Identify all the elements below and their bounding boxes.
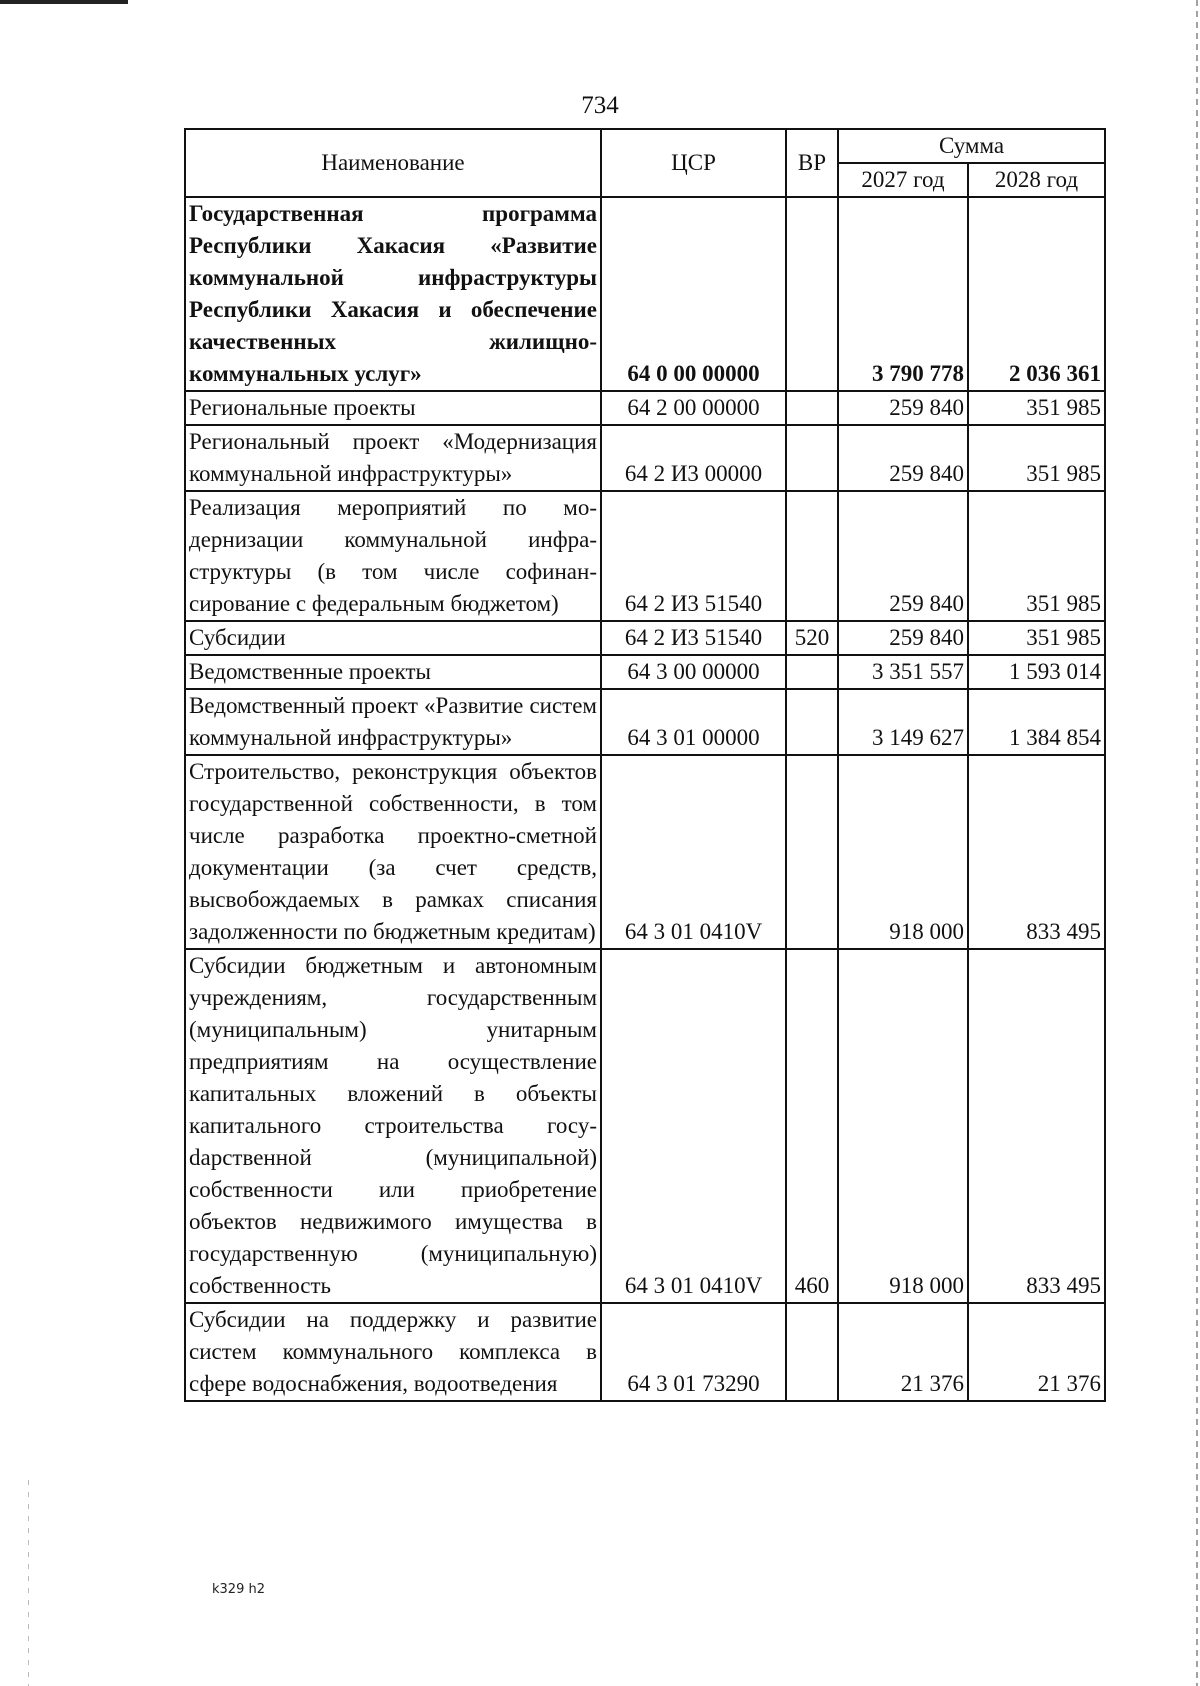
row-name: Ведомственные проекты bbox=[185, 655, 601, 689]
row-name: Субсидии на поддержку и развитие систем коммунального комплекса в сфере водоснабжения, водоотведения bbox=[185, 1303, 601, 1401]
page-number: 734 bbox=[581, 92, 619, 119]
row-name: Субсидии bbox=[185, 621, 601, 655]
table-row bbox=[185, 391, 1105, 425]
table-row bbox=[185, 755, 1105, 949]
row-csr: 64 2 И3 51540 bbox=[601, 491, 786, 621]
row-sum-2027: 918 000 bbox=[838, 949, 968, 1303]
row-csr: 64 3 01 73290 bbox=[601, 1303, 786, 1401]
row-vr bbox=[786, 1303, 838, 1401]
row-sum-2028: 2 036 361 bbox=[968, 197, 1105, 391]
row-sum-2028: 21 376 bbox=[968, 1303, 1105, 1401]
row-vr bbox=[786, 491, 838, 621]
row-vr bbox=[786, 655, 838, 689]
row-name: Региональный проект «Модернизация коммунальной инфраструктуры» bbox=[185, 425, 601, 491]
row-sum-2027: 3 149 627 bbox=[838, 689, 968, 755]
row-sum-2027: 3 790 778 bbox=[838, 197, 968, 391]
table-header bbox=[185, 129, 1105, 197]
header-csr: ЦСР bbox=[601, 129, 786, 197]
row-sum-2027: 259 840 bbox=[838, 425, 968, 491]
row-name: Субсидии бюджетным и автономным учреждениям, государственным (муниципальным) унитарным предприятиям на осуществление капитальных вложений в объекты капитального строительства госуdарственной (муниципальной) собственности или приобретение объектов недвижимого имущества в государственную (муниципальную) собственность bbox=[185, 949, 601, 1303]
row-vr bbox=[786, 197, 838, 391]
row-sum-2027: 259 840 bbox=[838, 621, 968, 655]
header-name: Наименование bbox=[185, 129, 601, 197]
row-csr: 64 2 00 00000 bbox=[601, 391, 786, 425]
row-csr: 64 2 И3 51540 bbox=[601, 621, 786, 655]
row-sum-2027: 259 840 bbox=[838, 491, 968, 621]
row-sum-2027: 21 376 bbox=[838, 1303, 968, 1401]
row-sum-2028: 833 495 bbox=[968, 949, 1105, 1303]
row-sum-2028: 1 593 014 bbox=[968, 655, 1105, 689]
row-csr: 64 3 01 0410V bbox=[601, 949, 786, 1303]
scan-edge-shadow bbox=[1196, 0, 1198, 1686]
row-vr bbox=[786, 689, 838, 755]
row-name: Ведомственный проект «Развитие систем коммунальной инфраструктуры» bbox=[185, 689, 601, 755]
row-sum-2028: 351 985 bbox=[968, 391, 1105, 425]
table-row bbox=[185, 621, 1105, 655]
table-row bbox=[185, 949, 1105, 1303]
row-csr: 64 0 00 00000 bbox=[601, 197, 786, 391]
row-csr: 64 2 И3 00000 bbox=[601, 425, 786, 491]
row-sum-2028: 351 985 bbox=[968, 621, 1105, 655]
table-row bbox=[185, 197, 1105, 391]
row-vr bbox=[786, 755, 838, 949]
scan-border-mark bbox=[0, 0, 128, 4]
row-sum-2028: 351 985 bbox=[968, 425, 1105, 491]
header-sum: Сумма bbox=[838, 129, 1105, 163]
budget-table bbox=[184, 128, 1106, 1402]
table-row bbox=[185, 1303, 1105, 1401]
row-vr bbox=[786, 391, 838, 425]
row-vr bbox=[786, 425, 838, 491]
table-row bbox=[185, 425, 1105, 491]
row-csr: 64 3 00 00000 bbox=[601, 655, 786, 689]
row-sum-2027: 3 351 557 bbox=[838, 655, 968, 689]
header-year-2028: 2028 год bbox=[968, 163, 1105, 197]
row-csr: 64 3 01 0410V bbox=[601, 755, 786, 949]
row-name: Региональные проекты bbox=[185, 391, 601, 425]
row-csr: 64 3 01 00000 bbox=[601, 689, 786, 755]
scan-edge-shadow-left bbox=[28, 1480, 29, 1686]
row-sum-2028: 1 384 854 bbox=[968, 689, 1105, 755]
row-sum-2028: 833 495 bbox=[968, 755, 1105, 949]
row-sum-2028: 351 985 bbox=[968, 491, 1105, 621]
header-vr: ВР bbox=[786, 129, 838, 197]
footer-code: k329 h2 bbox=[212, 1582, 265, 1597]
table-body bbox=[185, 197, 1105, 1401]
row-name: Строительство, реконструкция объектов государственной собственности, в том числе разработка проектно-сметной документации (за счет средств, высвобождаемых в рамках списания задолженности по бюджетным кредитам) bbox=[185, 755, 601, 949]
row-sum-2027: 918 000 bbox=[838, 755, 968, 949]
row-vr: 520 bbox=[786, 621, 838, 655]
table-row bbox=[185, 491, 1105, 621]
row-name: Государственная программа Республики Хакасия «Развитие коммунальной инфраструктуры Республики Хакасия и обеспечение качественных жилищно-коммунальных услуг» bbox=[185, 197, 601, 391]
header-year-2027: 2027 год bbox=[838, 163, 968, 197]
table-row bbox=[185, 689, 1105, 755]
row-name: Реализация мероприятий по модернизации коммунальной инфраструктуры (в том числе софинансирование с федеральным бюджетом) bbox=[185, 491, 601, 621]
table-row bbox=[185, 655, 1105, 689]
row-sum-2027: 259 840 bbox=[838, 391, 968, 425]
row-vr: 460 bbox=[786, 949, 838, 1303]
